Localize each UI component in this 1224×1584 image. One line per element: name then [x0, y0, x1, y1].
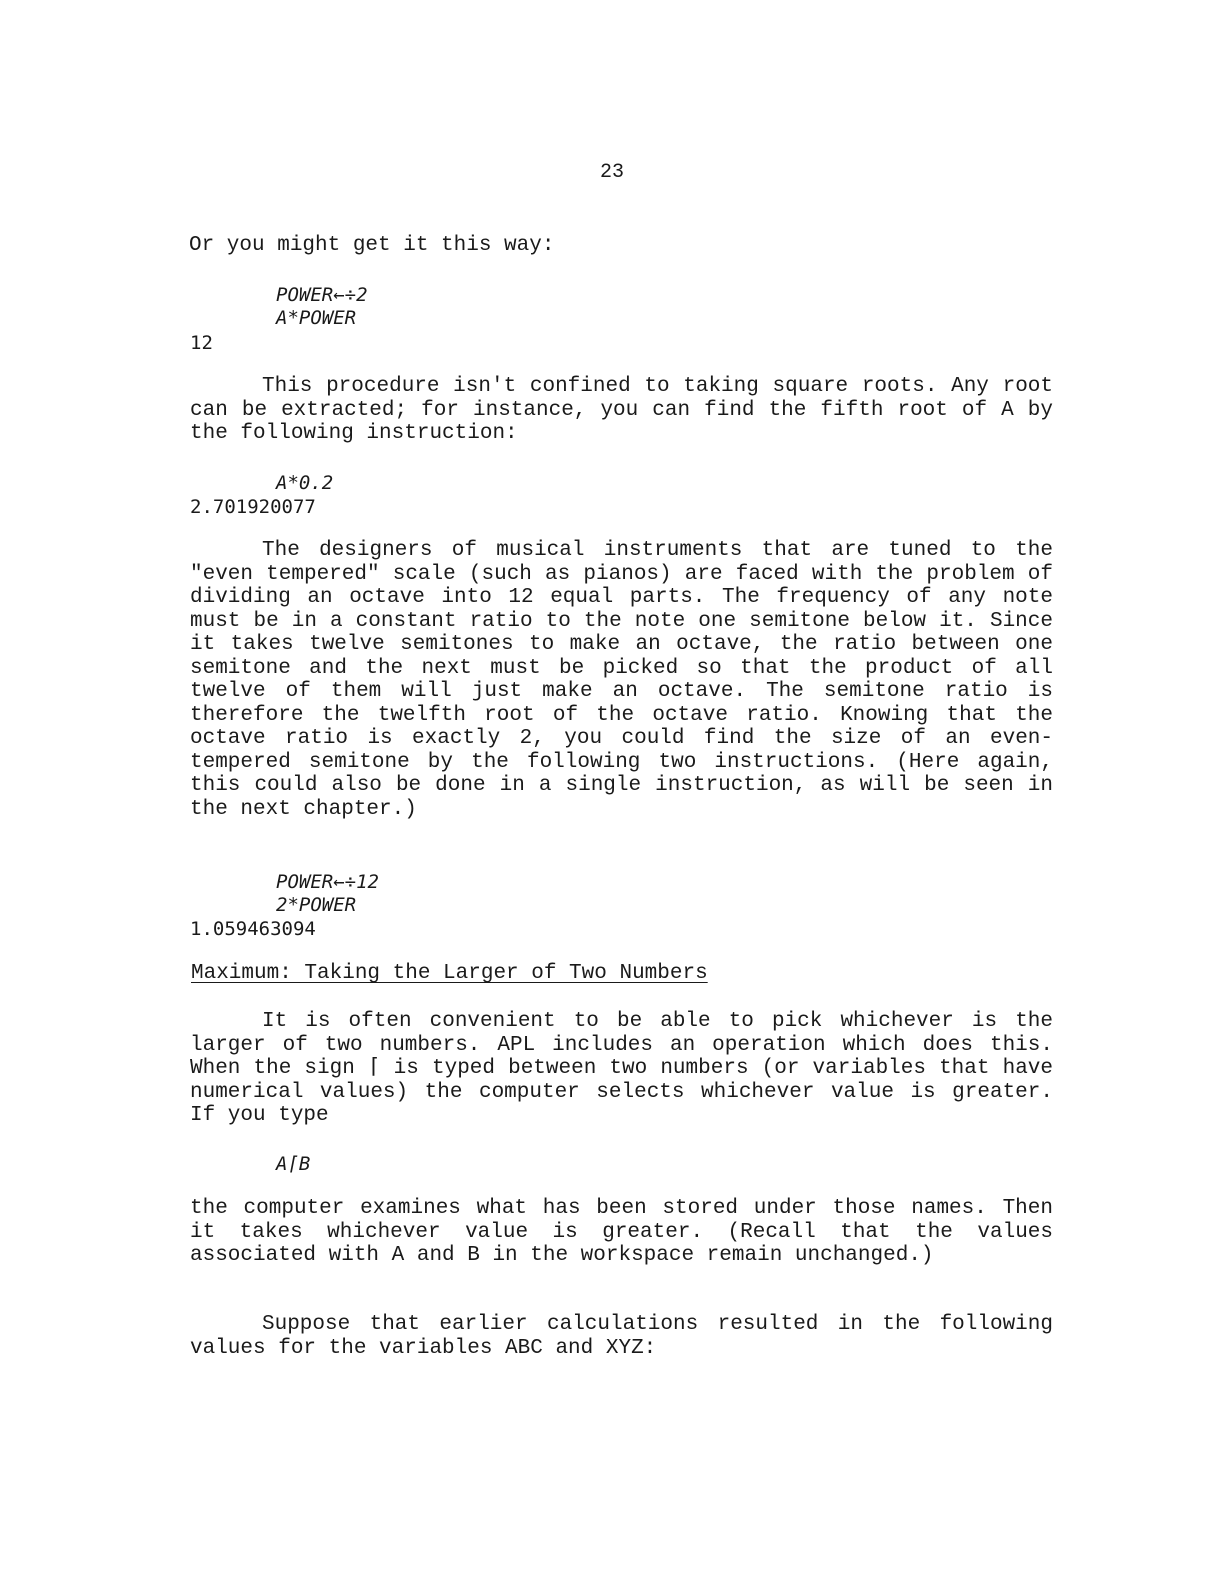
- code-result: 12: [190, 332, 213, 354]
- paragraph: [190, 1010, 1053, 1128]
- paragraph: [190, 375, 1053, 446]
- code-line: POWER←÷12: [276, 871, 379, 893]
- paragraph-text: the computer examines what has been stored under those names. Then it takes whichever value is greater. (Recall that the values associated with A and B in the workspace remain unchanged.): [190, 1197, 1053, 1267]
- paragraph-text: It is often convenient to be able to pick whichever is the larger of two numbers. APL includes an operation which does this. When the sign ⌈ is typed between two numbers (or variables that have numerical values) the computer selects whichever value is greater. If you type: [190, 1010, 1053, 1127]
- paragraph-text: The designers of musical instruments that are tuned to the "even tempered" scale (such as pianos) are faced with the problem of dividing an octave into 12 equal parts. The frequency of any note must be in a constant ratio to the note one semitone below it. Since it takes twelve semitones to make an octave, the ratio between one semitone and the next must be picked so that the product of all twelve of them will just make an octave. The semitone ratio is therefore the twelfth root of the octave ratio. Knowing that the octave ratio is exactly 2, you could find the size of an even-tempered semitone by the following two instructions. (Here again, this could also be done in a single instruction, as will be seen in the next chapter.): [190, 539, 1053, 821]
- intro-line: Or you might get it this way:: [189, 234, 555, 257]
- code-line: A*0.2: [276, 472, 334, 494]
- code-line: A*POWER: [276, 307, 357, 329]
- paragraph: [190, 1197, 1053, 1268]
- paragraph: [190, 539, 1053, 821]
- code-result: 1.059463094: [190, 918, 316, 940]
- paragraph-text: Suppose that earlier calculations resulted in the following values for the variables ABC and XYZ:: [190, 1313, 1053, 1360]
- code-result: 2.701920077: [190, 496, 316, 518]
- code-line: A⌈B: [276, 1153, 311, 1175]
- paragraph-text: This procedure isn't confined to taking square roots. Any root can be extracted; for instance, you can find the fifth root of A by the following instruction:: [190, 375, 1053, 445]
- code-line: 2*POWER: [276, 894, 357, 916]
- paragraph: [190, 1313, 1053, 1360]
- code-line: POWER←÷2: [276, 284, 368, 306]
- page-number: 23: [599, 161, 624, 184]
- section-heading: Maximum: Taking the Larger of Two Numbers: [191, 962, 708, 985]
